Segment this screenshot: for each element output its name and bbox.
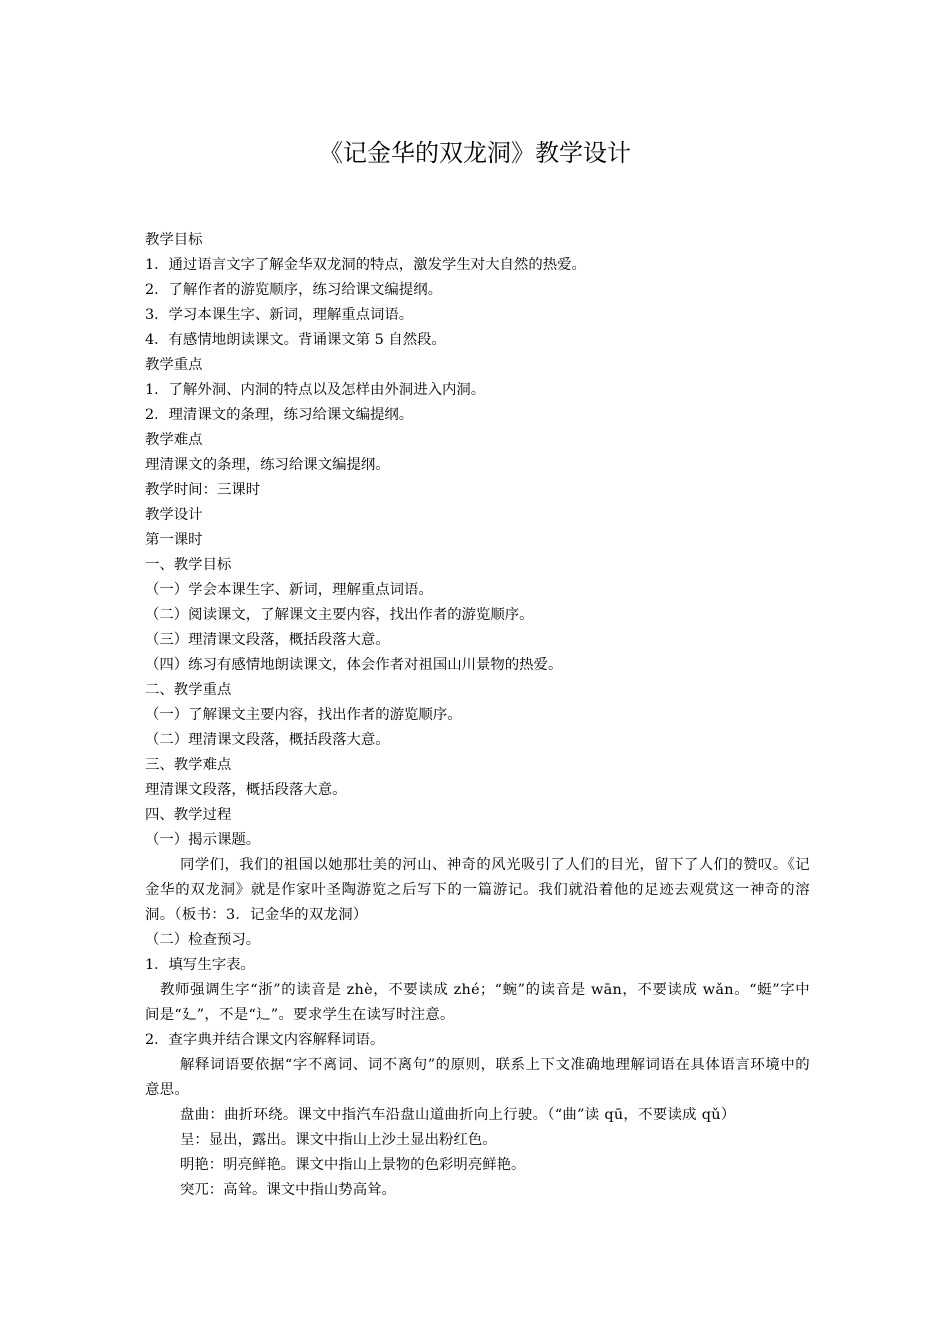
definition-item: 呈：显出，露出。课文中指山上沙土显出粉红色。 bbox=[180, 1132, 497, 1148]
section-heading: 第一课时 bbox=[145, 532, 203, 548]
list-item: 4．有感情地朗读课文。背诵课文第 5 自然段。 bbox=[145, 332, 446, 348]
section-heading: 教学目标 bbox=[145, 232, 203, 248]
list-item: （二）理清课文段落，概括段落大意。 bbox=[145, 732, 390, 748]
section-heading: 教学设计 bbox=[145, 507, 203, 523]
definition-item: 明艳：明亮鲜艳。课文中指山上景物的色彩明亮鲜艳。 bbox=[180, 1157, 526, 1173]
section-heading: 教学难点 bbox=[145, 432, 203, 448]
subsection-heading: （一）揭示课题。 bbox=[145, 832, 261, 848]
list-item: （一）学会本课生字、新词，理解重点词语。 bbox=[145, 582, 433, 598]
definition-item: 盘曲：曲折环绕。课文中指汽车沿盘山道曲折向上行驶。（“曲”读 qū，不要读成 qǔ） bbox=[180, 1107, 736, 1123]
document-title: 《记金华的双龙洞》教学设计 bbox=[319, 139, 631, 167]
list-item: （一）了解课文主要内容，找出作者的游览顺序。 bbox=[145, 707, 462, 723]
text-line: 理清课文的条理，练习给课文编提纲。 bbox=[145, 457, 390, 473]
list-item: 1．填写生字表。 bbox=[145, 957, 255, 973]
list-item: 2．了解作者的游览顺序，练习给课文编提纲。 bbox=[145, 282, 442, 298]
list-item: 3．学习本课生字、新词，理解重点词语。 bbox=[145, 307, 414, 323]
text-line: 教学时间：三课时 bbox=[145, 482, 261, 498]
paragraph: 解释词语要依据“字不离词、词不离句”的原则，联系上下文准确地理解词语在具体语言环境中的意思。 bbox=[145, 1057, 810, 1098]
section-heading: 三、教学难点 bbox=[145, 757, 232, 773]
document-body bbox=[145, 228, 810, 1203]
list-item: 1．了解外洞、内洞的特点以及怎样由外洞进入内洞。 bbox=[145, 382, 486, 398]
section-heading: 教学重点 bbox=[145, 357, 203, 373]
list-item: （四）练习有感情地朗读课文，体会作者对祖国山川景物的热爱。 bbox=[145, 657, 563, 673]
list-item: 2．理清课文的条理，练习给课文编提纲。 bbox=[145, 407, 414, 423]
section-heading: 二、教学重点 bbox=[145, 682, 232, 698]
subsection-heading: （二）检查预习。 bbox=[145, 932, 261, 948]
list-item: 1．通过语言文字了解金华双龙洞的特点，激发学生对大自然的热爱。 bbox=[145, 257, 586, 273]
list-item: （三）理清课文段落，概括段落大意。 bbox=[145, 632, 390, 648]
section-heading: 四、教学过程 bbox=[145, 807, 232, 823]
text-line: 理清课文段落，概括段落大意。 bbox=[145, 782, 347, 798]
definition-item: 突兀：高耸。课文中指山势高耸。 bbox=[180, 1182, 396, 1198]
section-heading: 一、教学目标 bbox=[145, 557, 232, 573]
paragraph: 教师强调生字“浙”的读音是 zhè，不要读成 zhé；“蜿”的读音是 wān，不要读成 wǎn。“蜓”字中间是“廴”，不是“辶”。要求学生在读写时注意。 bbox=[145, 982, 810, 1023]
list-item: （二）阅读课文，了解课文主要内容，找出作者的游览顺序。 bbox=[145, 607, 534, 623]
paragraph: 同学们，我们的祖国以她那壮美的河山、神奇的风光吸引了人们的目光，留下了人们的赞叹。《记金华的双龙洞》就是作家叶圣陶游览之后写下的一篇游记。我们就沿着他的足迹去观赏这一神奇的溶洞。（板书：3．记金华的双龙洞） bbox=[145, 857, 810, 923]
list-item: 2．查字典并结合课文内容解释词语。 bbox=[145, 1032, 385, 1048]
